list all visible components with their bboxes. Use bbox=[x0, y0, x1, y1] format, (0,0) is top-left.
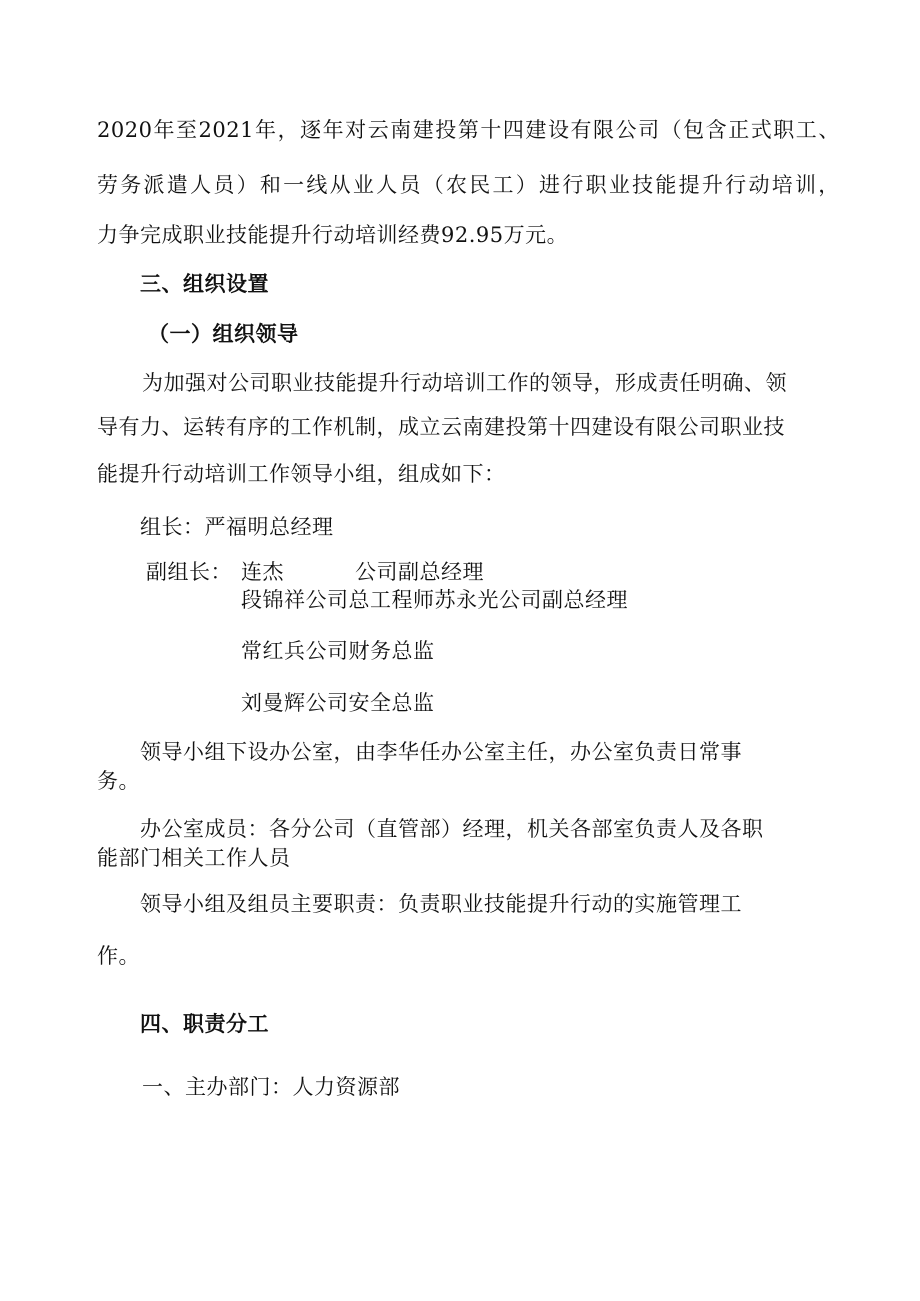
group-leader: 组长：严福明总经理 bbox=[140, 515, 334, 539]
deputy-title-1: 公司副总经理 bbox=[355, 560, 484, 584]
deputy-line-4: 刘曼辉公司安全总监 bbox=[241, 691, 435, 715]
duty-line-1: 领导小组及组员主要职责：负责职业技能提升行动的实施管理工 bbox=[140, 892, 742, 916]
leadership-para-line-3: 能提升行动培训工作领导小组，组成如下： bbox=[97, 462, 506, 486]
section-4-heading: 四、职责分工 bbox=[140, 1012, 269, 1036]
intro-line-3: 力争完成职业技能提升行动培训经费92.95万元。 bbox=[97, 223, 569, 247]
intro-line-1-text: 2020 年 至 2021 年 ， 逐 年 对 云 南 建 投 第 十 四 建 设 有 限 公 司 （ 包 含 正 式 职 工 、 bbox=[97, 118, 840, 142]
section-3-heading: 三、组织设置 bbox=[140, 272, 269, 296]
deputy-name-1: 连杰 bbox=[241, 560, 284, 584]
office-members-line-1: 办公室成员：各分公司（直管部）经理，机关各部室负责人及各职 bbox=[140, 817, 764, 841]
intro-line-2-text: 劳 务 派 遣 人 员 ） 和 一 线 从 业 人 员 （ 农 民 工 ） 进 行 职 业 技 能 提 升 行 动 培 训 ， bbox=[97, 173, 840, 197]
office-members-line-2: 能部门相关工作人员 bbox=[97, 846, 291, 870]
leadership-para-line-2: 导有力、运转有序的工作机制，成立云南建投第十四建设有限公司职业技 bbox=[97, 415, 785, 439]
office-line-2: 务。 bbox=[97, 769, 140, 793]
office-line-1: 领导小组下设办公室，由李华任办公室主任，办公室负责日常事 bbox=[140, 740, 742, 764]
deputy-label: 副组长： bbox=[146, 560, 232, 584]
deputy-line-2: 段锦祥公司总工程师苏永光公司副总经理 bbox=[241, 588, 628, 612]
intro-line-2 bbox=[97, 171, 840, 199]
subsection-1-heading: （一）组织领导 bbox=[148, 322, 299, 346]
section-4-item-1: 一、主办部门：人力资源部 bbox=[142, 1075, 400, 1099]
deputy-line-3: 常红兵公司财务总监 bbox=[241, 639, 435, 663]
intro-line-1 bbox=[97, 116, 840, 144]
leadership-para-line-1: 为加强对公司职业技能提升行动培训工作的领导，形成责任明确、领 bbox=[142, 371, 787, 395]
duty-line-2: 作。 bbox=[97, 944, 140, 968]
